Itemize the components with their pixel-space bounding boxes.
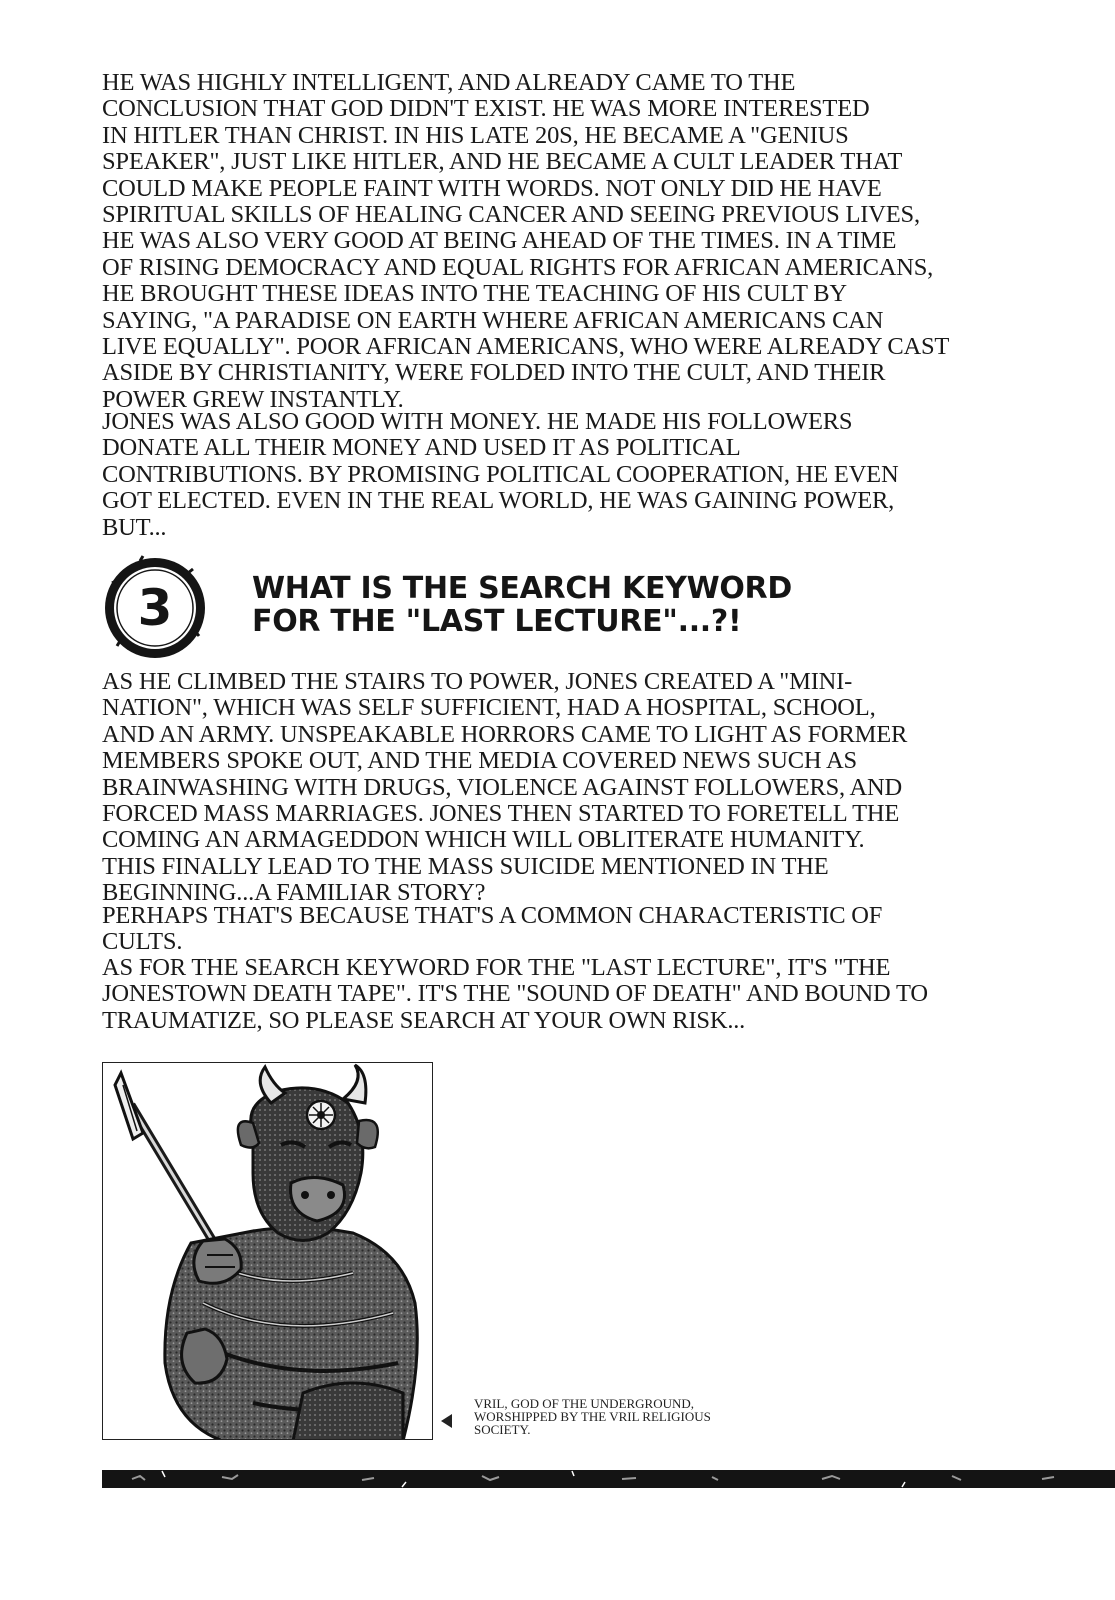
figure-caption (458, 1397, 768, 1436)
section-heading (100, 553, 900, 663)
vril-deity-icon (103, 1063, 433, 1440)
page-footer-bar (102, 1467, 1115, 1491)
section-title (252, 572, 792, 638)
vril-deity-illustration (102, 1062, 433, 1440)
section-title-line-1: WHAT IS THE SEARCH KEYWORD (252, 571, 792, 606)
figure-caption-text: VRIL, GOD OF THE UNDERGROUND, WORSHIPPED BY THE VRIL RELIGIOUS SOCIETY. (474, 1396, 711, 1437)
body-paragraph-money: JONES WAS ALSO GOOD WITH MONEY. HE MADE HIS FOLLOWERS DONATE ALL THEIR MONEY AND USED IT AS POLITICAL CONTRIBUTIONS. BY PROMISING POLITICAL COOPERATION, HE EVEN GOT ELECTED. EVEN IN THE REAL WORLD, HE WAS GAINING POWER, BUT... (102, 408, 899, 541)
body-paragraph-cults: PERHAPS THAT'S BECAUSE THAT'S A COMMON CHARACTERISTIC OF CULTS. (102, 902, 883, 956)
section-number-badge (100, 553, 210, 663)
section-number: 3 (137, 579, 173, 637)
body-paragraph-search-keyword: AS FOR THE SEARCH KEYWORD FOR THE "LAST LECTURE", IT'S "THE JONESTOWN DEATH TAPE". IT'S THE "SOUND OF DEATH" AND BOUND TO TRAUMATIZE, SO PLEASE SEARCH AT YOUR OWN RISK... (102, 954, 928, 1034)
body-paragraph-intro: HE WAS HIGHLY INTELLIGENT, AND ALREADY CAME TO THE CONCLUSION THAT GOD DIDN'T EXIST. HE WAS MORE INTERESTED IN HITLER THAN CHRIST. IN HIS LATE 20S, HE BECAME A "GENIUS SPEAKER", JUST LIKE HITLER, AND HE BECAME A CULT LEADER THAT COULD MAKE PEOPLE FAINT WITH WORDS. NOT ONLY DID HE HAVE SPIRITUAL SKILLS OF HEALING CANCER AND SEEING PREVIOUS LIVES, HE WAS ALSO VERY GOOD AT BEING AHEAD OF THE TIMES. IN A TIME OF RISING DEMOCRACY AND EQUAL RIGHTS FOR AFRICAN AMERICANS, HE BROUGHT THESE IDEAS INTO THE TEACHING OF HIS CULT BY SAYING, "A PARADISE ON EARTH WHERE AFRICAN AMERICANS CAN LIVE EQUALLY". POOR AFRICAN AMERICANS, WHO WERE ALREADY CAST ASIDE BY CHRISTIANITY, WERE FOLDED INTO THE CULT, AND THEIR POWER GREW INSTANTLY. (102, 69, 950, 413)
caption-pointer-icon (441, 1414, 452, 1428)
section-title-line-2: FOR THE "LAST LECTURE"...?! (252, 604, 742, 639)
body-paragraph-mini-nation: AS HE CLIMBED THE STAIRS TO POWER, JONES CREATED A "MINI- NATION", WHICH WAS SELF SUFFICIENT, HAD A HOSPITAL, SCHOOL, AND AN ARMY. UNSPEAKABLE HORRORS CAME TO LIGHT AS FORMER MEMBERS SPOKE OUT, AND THE MEDIA COVERED NEWS SUCH AS BRAINWASHING WITH DRUGS, VIOLENCE AGAINST FOLLOWERS, AND FORCED MASS MARRIAGES. JONES THEN STARTED TO FORETELL THE COMING AN ARMAGEDDON WHICH WILL OBLITERATE HUMANITY. THIS FINALLY LEAD TO THE MASS SUICIDE MENTIONED IN THE BEGINNING...A FAMILIAR STORY? (102, 668, 908, 907)
